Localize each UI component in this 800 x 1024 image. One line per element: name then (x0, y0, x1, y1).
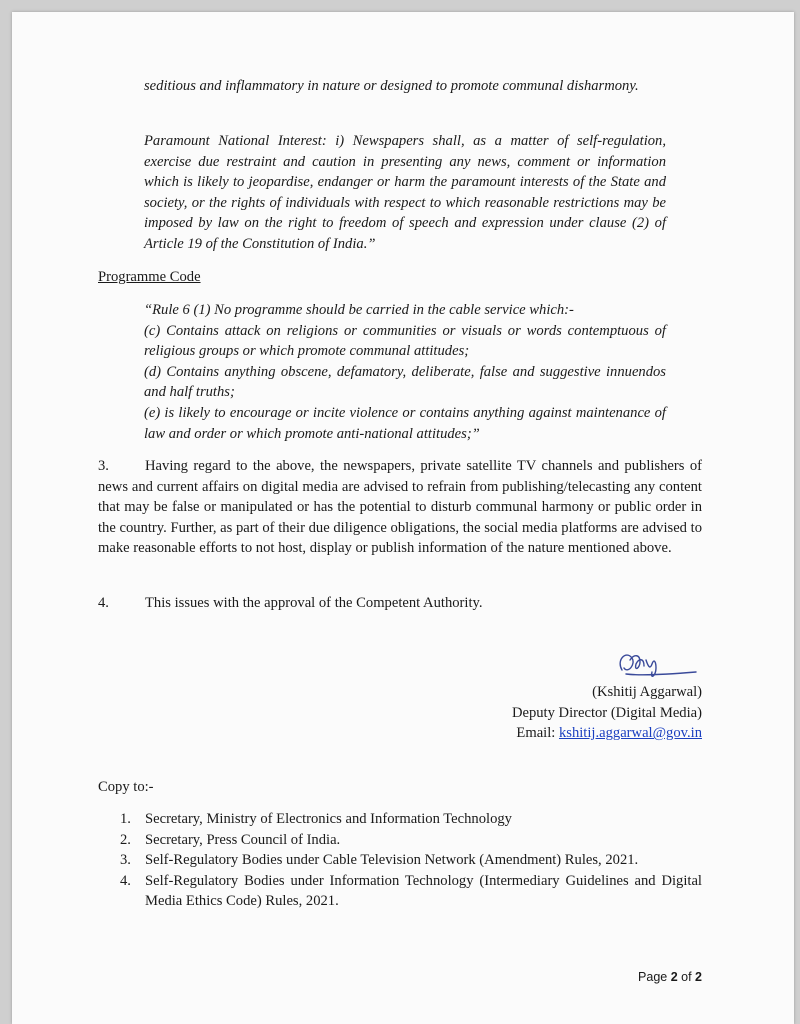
list-item (120, 830, 702, 851)
signatory-name: (Kshitij Aggarwal) (592, 684, 702, 700)
document-page (12, 12, 794, 1024)
page-total: 2 (695, 970, 702, 984)
list-item-text: Secretary, Ministry of Electronics and Information Technology (145, 811, 512, 827)
list-item (120, 809, 702, 830)
paragraph-number: 4. (98, 595, 109, 611)
page-current: 2 (670, 970, 678, 984)
rule-clause-d: (d) Contains anything obscene, defamatory, deliberate, false and suggestive innuendos and half truths; (144, 363, 666, 401)
page-of-label: of (677, 970, 696, 984)
signatory-block (512, 682, 702, 744)
list-item-number: 4. (120, 872, 131, 889)
list-item (120, 850, 702, 871)
paragraph-3 (98, 456, 702, 559)
page-label: Page (638, 970, 671, 984)
rule-line: “Rule 6 (1) No programme should be carried in the cable service which:- (144, 302, 574, 318)
copy-to-heading: Copy to:- (98, 779, 154, 795)
paragraph-text: This issues with the approval of the Competent Authority. (145, 595, 483, 611)
programme-code-quote (144, 300, 666, 444)
paramount-interest-quote (144, 131, 666, 255)
list-item-number: 3. (120, 852, 131, 869)
rule-clause-e: (e) is likely to encourage or incite violence or contains anything against maintenance of law and order or which promote anti-national attitudes;” (144, 404, 666, 442)
signatory-designation: Deputy Director (Digital Media) (511, 704, 702, 721)
programme-code-heading: Programme Code (98, 269, 201, 285)
copy-to-list (120, 809, 702, 912)
handwritten-signature (612, 646, 698, 684)
list-item-number: 2. (120, 831, 131, 848)
paragraph-number: 3. (98, 458, 109, 474)
quote-paragraph-1: seditious and inflammatory in nature or designed to promote communal disharmony. (144, 78, 639, 94)
page-footer (638, 970, 702, 984)
rule-clause-c: (c) Contains attack on religions or communities or visuals or words contemptuous of religious groups or which promote communal attitudes; (144, 322, 666, 360)
list-item-text: Self-Regulatory Bodies under Information Technology (Intermediary Guidelines and Digital Media Ethics Code) Rules, 2021. (145, 872, 702, 910)
signatory-email-line (512, 723, 702, 744)
list-item-text: Self-Regulatory Bodies under Cable Television Network (Amendment) Rules, 2021. (145, 852, 639, 869)
quote-continuation (144, 76, 666, 97)
email-label: Email: (516, 725, 559, 742)
paragraph-text: Having regard to the above, the newspapers, private satellite TV channels and publishers of news and current affairs on digital media are advised to refrain from publishing/telecasting any content that may be false or manipulated or has the potential to disturb communal harmony or public order in the country. Further, as part of their due diligence obligations, the social media platforms are advised to make reasonable efforts to not host, display or publish information of the nature mentioned above. (98, 458, 702, 557)
paragraph-4 (98, 593, 702, 614)
quote-paragraph-2: Paramount National Interest: i) Newspapers shall, as a matter of self-regulation, exercise due restraint and caution in presenting any news, comment or information which is likely to jeopardise, endanger or harm the paramount interests of the State and society, or the rights of individuals with respect to which reasonable restrictions may be imposed by law on the right to freedom of speech and expression under clause (2) of Article 19 of the Constitution of India.” (144, 133, 666, 252)
list-item-number: 1. (120, 811, 131, 827)
list-item (120, 871, 702, 912)
email-link[interactable]: kshitij.aggarwal@gov.in (558, 725, 702, 742)
list-item-text: Secretary, Press Council of India. (145, 831, 341, 848)
